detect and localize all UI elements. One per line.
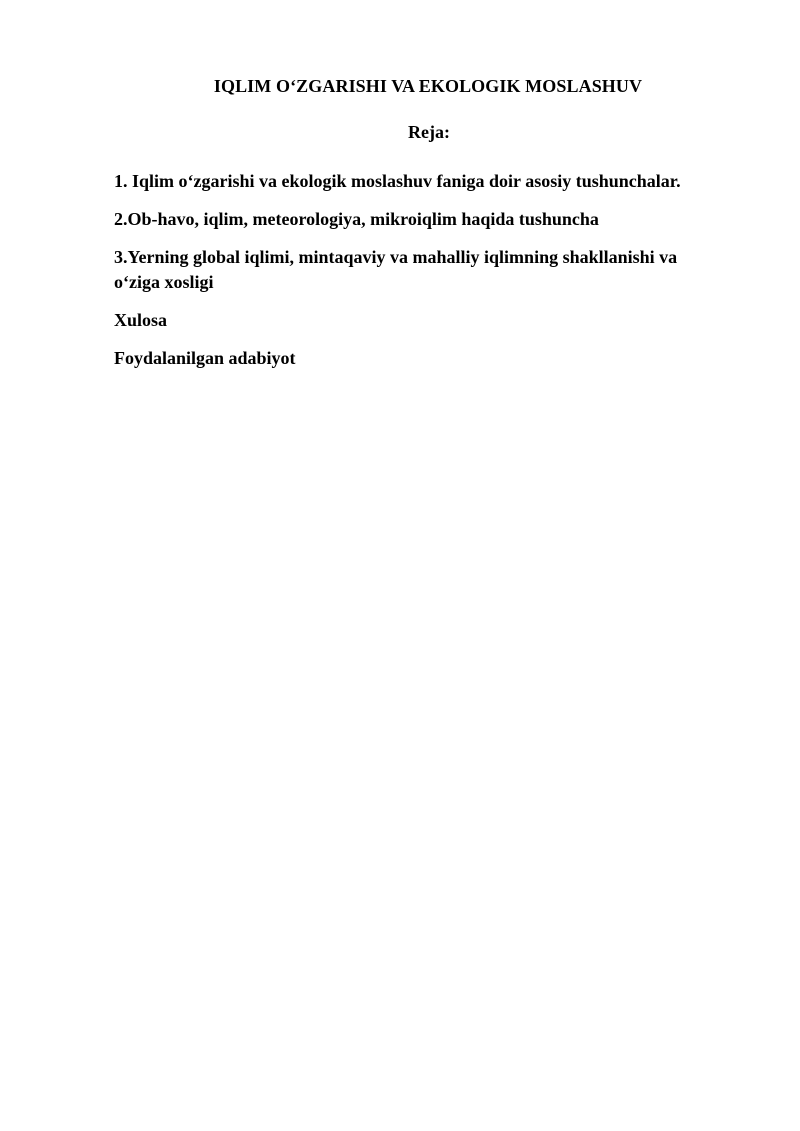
plan-item-3: 3.Yerning global iqlimi, mintaqaviy va mahalliy iqlimning shakllanishi va o‘ziga xosligi [114,247,678,292]
plan-item-1: 1. Iqlim o‘zgarishi va ekologik moslashuv faniga doir asosiy tushunchalar. [114,171,681,191]
plan-list [114,169,714,384]
plan-item-conclusion: Xulosa [114,310,168,330]
document-title: IQLIM O‘ZGARISHI VA EKOLOGIK MOSLASHUV [213,76,643,96]
plan-item-2: 2.Ob-havo, iqlim, meteorologiya, mikroiqlim haqida tushuncha [114,209,599,229]
plan-heading: Reja: [408,122,450,142]
plan-item-references: Foydalanilgan adabiyot [114,348,296,368]
